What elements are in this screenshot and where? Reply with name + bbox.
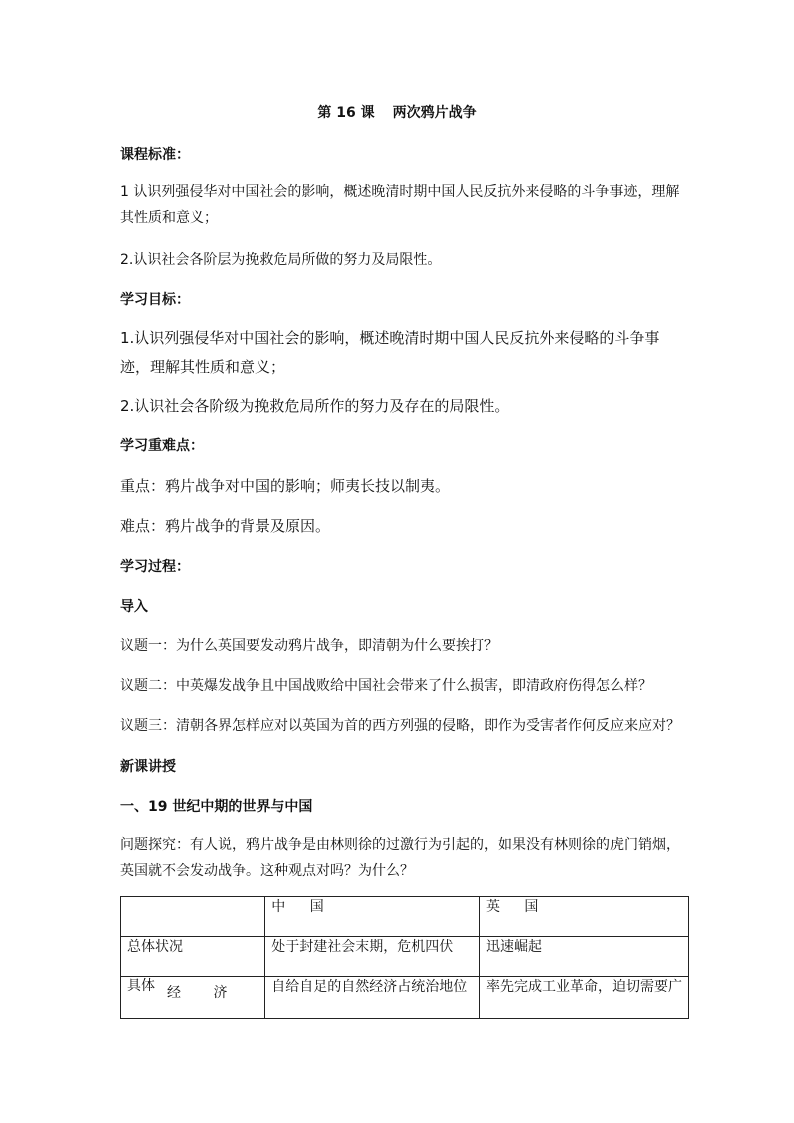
curriculum-item-2: 2.认识社会各阶层为挽救危局所做的努力及局限性。 xyxy=(120,252,442,268)
table-cell-label xyxy=(121,977,265,1019)
topic-1: 议题一：为什么英国要发动鸦片战争，即清朝为什么要挨打？ xyxy=(120,638,498,654)
lesson-number: 第 16 课 xyxy=(317,105,375,121)
topic-2: 议题二：中英爆发战争且中国战败给中国社会带来了什么损害，即清政府伤得怎么样？ xyxy=(120,678,652,694)
lesson-name: 两次鸦片战争 xyxy=(392,105,477,121)
difficult-point: 难点：鸦片战争的背景及原因。 xyxy=(120,517,331,535)
keypoints-heading: 学习重难点： xyxy=(120,438,204,454)
table-cell-china: 自给自足的自然经济占统治地位 xyxy=(265,977,480,1019)
comparison-table xyxy=(120,896,689,1019)
table-cell-britain: 迅速崛起 xyxy=(479,937,688,977)
goals-item-2: 2.认识社会各阶级为挽救危局所作的努力及存在的局限性。 xyxy=(120,397,510,415)
key-point: 重点：鸦片战争对中国的影响；师夷长技以制夷。 xyxy=(120,477,451,495)
table-cell-label: 总体状况 xyxy=(121,937,265,977)
table-cell-britain: 率先完成工业革命，迫切需要广 xyxy=(479,977,688,1019)
curriculum-heading: 课程标准： xyxy=(120,147,190,163)
table-cell-china: 处于封建社会末期，危机四伏 xyxy=(265,937,480,977)
curriculum-item-1: 1 认识列强侵华对中国社会的影响，概述晚清时期中国人民反抗外来侵略的斗争事迹，理解其性质和意义； xyxy=(120,184,680,226)
table-row xyxy=(121,977,689,1019)
inquiry-text: 问题探究：有人说，鸦片战争是由林则徐的过激行为引起的，如果没有林则徐的虎门销烟，英国就不会发动战争。这种观点对吗？为什么？ xyxy=(120,837,680,879)
goals-heading: 学习目标： xyxy=(120,292,190,308)
intro-heading: 导入 xyxy=(120,599,148,615)
page-title xyxy=(0,103,794,123)
table-header-row xyxy=(121,897,689,937)
process-heading: 学习过程： xyxy=(120,559,190,575)
table-header-china: 中 国 xyxy=(265,897,480,937)
table-header-britain: 英 国 xyxy=(479,897,688,937)
section-heading: 一、19 世纪中期的世界与中国 xyxy=(120,799,313,815)
table-row xyxy=(121,937,689,977)
new-lesson-heading: 新课讲授 xyxy=(120,759,176,775)
table-group-label: 具体 xyxy=(127,978,155,994)
topic-3: 议题三：清朝各界怎样应对以英国为首的西方列强的侵略，即作为受害者作何反应来应对？ xyxy=(120,718,680,734)
table-sub-label: 经 济 xyxy=(167,985,242,1001)
goals-item-1: 1.认识列强侵华对中国社会的影响，概述晚清时期中国人民反抗外来侵略的斗争事迹，理解其性质和意义； xyxy=(120,329,660,376)
table-header-empty xyxy=(121,897,265,937)
